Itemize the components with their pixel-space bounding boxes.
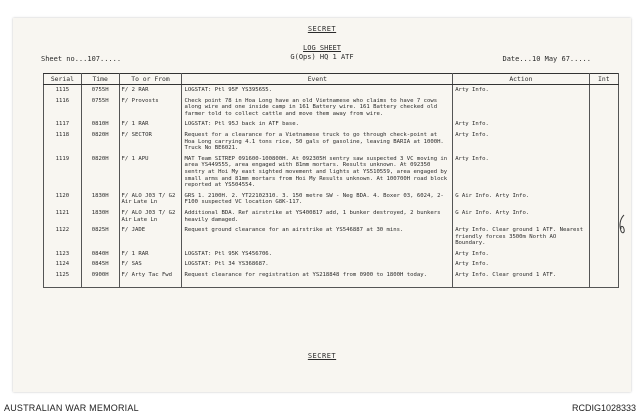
filler-cell	[119, 281, 182, 288]
cell-serial: 1120	[44, 191, 82, 208]
cell-action: Arty Info.	[453, 259, 589, 270]
to-or-from-text: F/ ALO J03 T/ G2 Air	[121, 192, 176, 206]
archive-footer	[0, 400, 640, 417]
late-entry-note: Late Ln	[133, 199, 158, 206]
cell-int	[589, 96, 618, 120]
cell-to-or-from: F/ SECTOR	[119, 130, 182, 154]
log-sheet-page	[13, 18, 631, 392]
filler-cell	[453, 281, 589, 288]
cell-action: G Air Info. Arty Info.	[453, 208, 589, 225]
document-title: LOG SHEET	[303, 44, 341, 52]
cell-event: Request for a clearance for a Vietnamese truck to go through check-point at Hoa Long carrying 4.1 tons rice, 50 gals of gasoline, leaving BARIA at 1000H. Truck No BE6021.	[182, 130, 453, 154]
late-entry-note: Late Ln	[133, 216, 158, 223]
cell-to-or-from: F/ 1 RAR	[119, 119, 182, 130]
classification-top: SECRET	[307, 25, 337, 33]
log-table	[43, 73, 619, 288]
cell-int	[589, 249, 618, 260]
cell-event: LOGSTAT: Ptl 34 YS368687.	[182, 259, 453, 270]
cell-serial: 1122	[44, 225, 82, 249]
cell-serial: 1115	[44, 85, 82, 96]
cell-event: LOGSTAT: Ptl 95F YS395655.	[182, 85, 453, 96]
cell-int	[589, 154, 618, 191]
cell-to-or-from	[119, 208, 182, 225]
cell-event: Request ground clearance for an airstrike at YS546887 at 30 mins.	[182, 225, 453, 249]
col-header-serial: Serial	[44, 74, 82, 85]
cell-to-or-from: F/ 2 RAR	[119, 85, 182, 96]
table-header-row	[44, 74, 619, 85]
table-row	[44, 85, 619, 96]
cell-serial: 1118	[44, 130, 82, 154]
cell-serial: 1124	[44, 259, 82, 270]
cell-time: 0755H	[81, 96, 119, 120]
cell-action: Arty Info. Clear ground 1 ATF. Nearest friendly forces 3500m North AO Boundary.	[453, 225, 589, 249]
cell-time: 0845H	[81, 259, 119, 270]
cell-serial: 1123	[44, 249, 82, 260]
cell-action: Arty Info.	[453, 249, 589, 260]
cell-action: Arty Info.	[453, 85, 589, 96]
cell-event: GRS 1. 2100H. 2. YT22102310. 3. 150 metre SW - Neg BDA. 4. Boxer 03, 6024, 2-F100 suspected VC location G8K-117.	[182, 191, 453, 208]
cell-event: LOGSTAT: Ptl 95K YS456706.	[182, 249, 453, 260]
col-header-to-or-from: To or From	[119, 74, 182, 85]
handwritten-mark-icon	[615, 213, 629, 237]
table-row	[44, 154, 619, 191]
table-row	[44, 208, 619, 225]
cell-time: 0810H	[81, 119, 119, 130]
col-header-action: Action	[453, 74, 589, 85]
table-filler-row	[44, 281, 619, 288]
cell-event: LOGSTAT: Ptl 95J back in ATF base.	[182, 119, 453, 130]
cell-time: 1830H	[81, 191, 119, 208]
cell-action: Arty Info.	[453, 154, 589, 191]
cell-time: 0820H	[81, 154, 119, 191]
cell-int	[589, 191, 618, 208]
cell-to-or-from: F/ JADE	[119, 225, 182, 249]
cell-serial: 1117	[44, 119, 82, 130]
cell-serial: 1121	[44, 208, 82, 225]
filler-cell	[44, 281, 82, 288]
filler-cell	[589, 281, 618, 288]
cell-int	[589, 85, 618, 96]
cell-int	[589, 270, 618, 281]
cell-int	[589, 259, 618, 270]
table-row	[44, 225, 619, 249]
table-row	[44, 259, 619, 270]
log-date: Date...10 May 67.....	[502, 55, 591, 63]
cell-time: 0820H	[81, 130, 119, 154]
cell-time: 0825H	[81, 225, 119, 249]
cell-event: Additional BDA. Ref airstrike at YS400817 add, 1 bunker destroyed, 2 bunkers heavily damaged.	[182, 208, 453, 225]
archive-reference: RCDIG1028333	[571, 403, 636, 413]
col-header-time: Time	[81, 74, 119, 85]
table-row	[44, 191, 619, 208]
cell-to-or-from: F/ Provosts	[119, 96, 182, 120]
cell-serial: 1116	[44, 96, 82, 120]
log-body	[44, 85, 619, 288]
archive-name: AUSTRALIAN WAR MEMORIAL	[4, 403, 139, 413]
cell-to-or-from: F/ 1 APU	[119, 154, 182, 191]
cell-time: 0755H	[81, 85, 119, 96]
cell-serial: 1125	[44, 270, 82, 281]
sheet-number: Sheet no...107.....	[41, 55, 122, 63]
table-row	[44, 249, 619, 260]
table-row	[44, 119, 619, 130]
table-row	[44, 270, 619, 281]
table-row	[44, 130, 619, 154]
cell-to-or-from: F/ SAS	[119, 259, 182, 270]
cell-action: Arty Info.	[453, 130, 589, 154]
cell-time: 0840H	[81, 249, 119, 260]
cell-to-or-from	[119, 191, 182, 208]
filler-cell	[81, 281, 119, 288]
cell-serial: 1119	[44, 154, 82, 191]
table-row	[44, 96, 619, 120]
cell-int	[589, 119, 618, 130]
unit-name: G(Ops) HQ 1 ATF	[290, 53, 354, 61]
cell-time: 0900H	[81, 270, 119, 281]
cell-action: Arty Info.	[453, 119, 589, 130]
cell-action: Arty Info. Clear ground 1 ATF.	[453, 270, 589, 281]
cell-int	[589, 130, 618, 154]
col-header-int: Int	[589, 74, 618, 85]
filler-cell	[182, 281, 453, 288]
cell-action	[453, 96, 589, 120]
cell-event: MAT Team SITREP 091600-100800H. At 092305H sentry saw suspected 3 VC moving in area YS449555, area engaged with 81mm mortars. Results unknown. At 092350 sentry at Hoi My east sighted movement and lights at YS510559, area engaged by small arms and 81mm mortars from Hoi My Results unknown. At 100700H road block reported at YS504554.	[182, 154, 453, 191]
cell-to-or-from: F/ 1 RAR	[119, 249, 182, 260]
cell-time: 1830H	[81, 208, 119, 225]
classification-bottom: SECRET	[307, 352, 337, 360]
cell-event: Request clearance for registration at YS218848 from 0900 to 1800H today.	[182, 270, 453, 281]
to-or-from-text: F/ ALO J03 T/ G2 Air	[121, 209, 176, 223]
cell-event: Check point 78 in Hoa Long have an old Vietnamese who claims to have 7 cows along wire and one inside camp in 161 Battery wire. 161 Battery checked old farmer told to collect cattle and move them away from wire.	[182, 96, 453, 120]
col-header-event: Event	[182, 74, 453, 85]
cell-action: G Air Info. Arty Info.	[453, 191, 589, 208]
cell-to-or-from: F/ Arty Tac Fwd	[119, 270, 182, 281]
